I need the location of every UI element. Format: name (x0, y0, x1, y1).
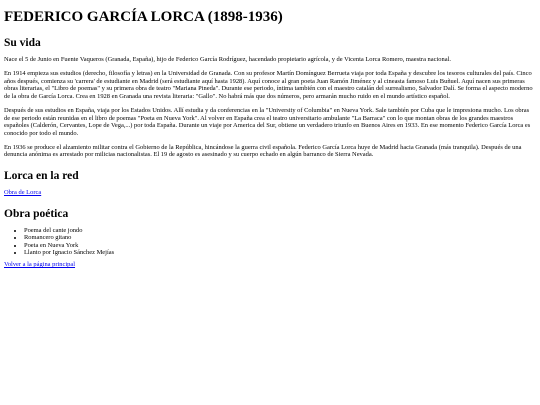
section-heading-lorca-en-la-red: Lorca en la red (4, 170, 79, 183)
section-heading-obra-poetica: Obra poética (4, 207, 69, 220)
biography-paragraph: Después de sus estudios en España, viaja por los Estados Unidos. Allí estudia y da conferencias en la "University of Columbia" en Nueva York. Sale también por Cuba que le impresiona mucho. Los obras de ese periodo están reunidas en el libro de poemas "Poeta en Nueva York". Al volver en España crea el teatro universitario ambulante "La Barraca" con lo que montan obras de los grandes maestros españoles (Calderón, Cervantes, Lope de Vega,...) por toda España. Durante un viaje por America del Sur, obtiene un verdadero triunfo en Buenos Aires en 1933. En ese momento Federico García Lorca es conocido por todo el mundo. (4, 106, 531, 137)
back-to-main-page-link[interactable]: Volver a la página principal (4, 261, 76, 268)
biography-paragraph: Nace el 5 de Junio en Fuente Vaqueros (Granada, España), hijo de Federico García Rodríguez, hacendado propietario agrícola, y de Vicenta Lorca Romero, maestra nacional. (4, 56, 451, 63)
poetry-list-item: • Poeta en Nueva York (24, 242, 536, 250)
poetry-list-item: • Poema del cante jondo (24, 227, 536, 235)
obra-link-container (4, 189, 536, 197)
poetry-list-item: • Romancero gitano (24, 234, 536, 242)
section-su-vida (4, 36, 536, 159)
biography-paragraph: En 1914 empieza sus estudios (derecho, filosofía y letras) en la Universidad de Granada. Con su profesor Martín Domínguez Berrueta viaja por toda España y descubre los tesoros culturales del país. Cinco años después, comienza su 'carrera' de estudiante en Madrid (será estudiante aquí hasta 1928). Aquí conoce al gran poeta Juan Ramón Jiménez y al cineasta famoso Luis Buñuel. Aquí nacen sus primeras obras literarias, el "Libro de poemas" y su primera obra de teatro "Mariana Pineda". Durante ese periodo, íntima también con el maestro catalán del surrealismo, Salvador Dalí. Se forma el aspecto moderno de la obra de García Lorca. Crea en 1928 en Granada una revista literaria: "Gallo". No habrá más que dos números, pero armarán mucho ruido en el mundo artístico español. (4, 70, 533, 100)
poetry-list (4, 227, 536, 257)
poetry-list-item: • Llanto por Ignacio Sánchez Mejías (24, 249, 536, 257)
section-heading-su-vida: Su vida (4, 37, 41, 49)
section-obra-poetica (4, 207, 536, 257)
section-lorca-en-la-red (4, 169, 536, 197)
biography-paragraph: En 1936 se produce el alzamiento militar contra el Gobierno de la República, hincándose la guerra civil española. Federico García Lorca huye de Madrid hacia Granada (más tranquila). Después de una denuncia anónima es arrestado por milicias nacionalistas. El 19 de agosto es asesinado y su cuerpo echado en algún barranco de Sierra Nevada. (4, 143, 522, 159)
page-title: FEDERICO GARCÍA LORCA (1898-1936) (4, 9, 283, 25)
obra-de-lorca-link[interactable]: Obra de Lorca (4, 189, 42, 197)
back-link-container (4, 261, 536, 269)
